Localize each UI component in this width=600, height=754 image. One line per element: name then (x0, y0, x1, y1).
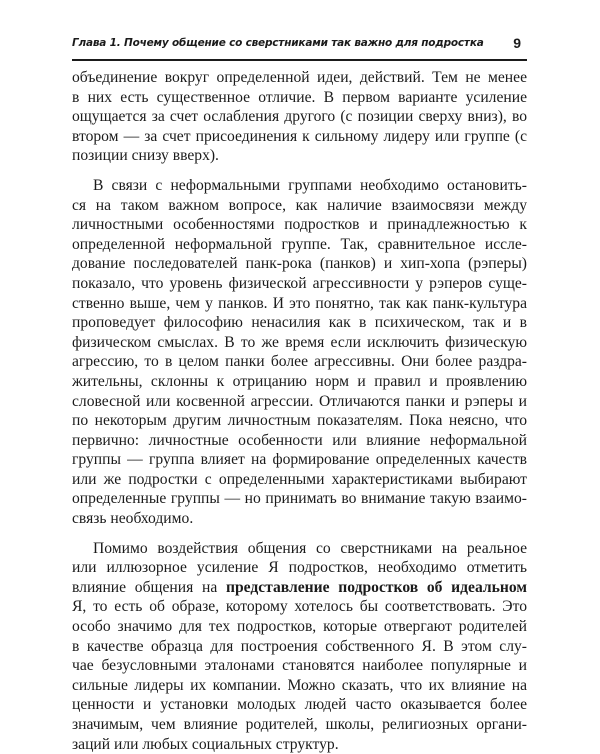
text-line: связь необходимо. (72, 510, 194, 528)
text-line: проповедует философию ненасилия как в психическом, так и в (72, 314, 527, 332)
text-line: особо значимо для тех подростков, которые отвергают родителей (72, 618, 527, 636)
text-line: личностными особенностями подростков и принадлежностью к (72, 216, 527, 234)
text-line: дование последователей панк-рока (панков) и хип-хопа (рэперы) (72, 255, 527, 273)
text-line: жительны, склонны к отрицанию норм и правил и проявлению (72, 372, 527, 390)
text-line: Я, то есть об образе, которому хотелось бы соответствовать. Это (72, 598, 527, 616)
text-line: объединение вокруг определенной идеи, действий. Тем не менее (72, 69, 527, 86)
text-line: первично: личностные особенности или влияние неформальной (72, 431, 527, 449)
text-line: физическом смыслах. В то же время если исключить физическую (72, 333, 527, 351)
text-line: ся на таком важном вопросе, как наличие взаимосвязи между (72, 196, 527, 214)
text-line: В связи с неформальными группами необходимо остановить- (93, 176, 527, 194)
running-header (72, 35, 527, 57)
chapter-title: Глава 1. Почему общение со сверстниками так важно для подростка (72, 37, 484, 49)
bold-phrase: представление подростков об идеальном (225, 578, 527, 596)
text-line: Помимо воздействия общения со сверстниками на реальное (93, 539, 527, 557)
text-fragment: влияние общения на (72, 578, 226, 596)
text-line: показало, что уровень физической агрессивности у рэперов суще- (72, 274, 527, 292)
text-line: в них есть существенное отличие. В первом варианте усиление (72, 88, 527, 106)
text-line: определенной неформальной группе. Так, сравнительное иссле- (72, 235, 527, 253)
page-number: 9 (513, 35, 521, 51)
text-line: ственно выше, чем у панков. И это понятно, так как панк-культура (72, 294, 527, 312)
text-line: значимым, чем влияние родителей, школы, религиозных органи- (72, 716, 527, 733)
text-line: по некоторым другим личностным показателям. Пока неясно, что (72, 412, 527, 430)
text-line: заций или любых социальных структур. (72, 735, 339, 753)
paragraph-3 (72, 539, 527, 754)
text-line: втором — за счет присоединения к сильному лидеру или группе (с (72, 127, 527, 145)
text-line: ощущается за счет ослабления другого (с позиции сверху вниз), во (72, 108, 527, 126)
paragraph-2 (72, 176, 527, 529)
paragraph-1 (72, 68, 527, 166)
page-body (72, 68, 527, 754)
text-line: агрессию, то в целом панки более агрессивны. Они более раздра- (72, 353, 527, 371)
text-line: сильные лидеры их компании. Можно сказать, что их влияние на (72, 676, 527, 694)
header-rule (72, 59, 527, 61)
text-line: чае безусловными эталонами становятся наиболее популярные и (72, 657, 527, 675)
text-line: в качестве образца для построения собственного Я. В этом слу- (72, 637, 527, 655)
text-line-with-bold (72, 578, 527, 598)
text-line: определенные группы — но принимать во внимание такую взаимо- (72, 490, 527, 508)
text-line: или же подростки с определенными характеристиками выбирают (72, 470, 527, 488)
text-line: словесной или косвенной агрессии. Отличаются панки и рэперы и (72, 392, 527, 410)
text-line: или иллюзорное усиление Я подростков, необходимо отметить (72, 559, 527, 577)
text-line: позиции снизу вверх). (72, 147, 219, 165)
text-line: ценности и установки молодых людей часто оказывается более (72, 696, 527, 714)
text-line: группы — группа влияет на формирование определенных качеств (72, 451, 527, 469)
